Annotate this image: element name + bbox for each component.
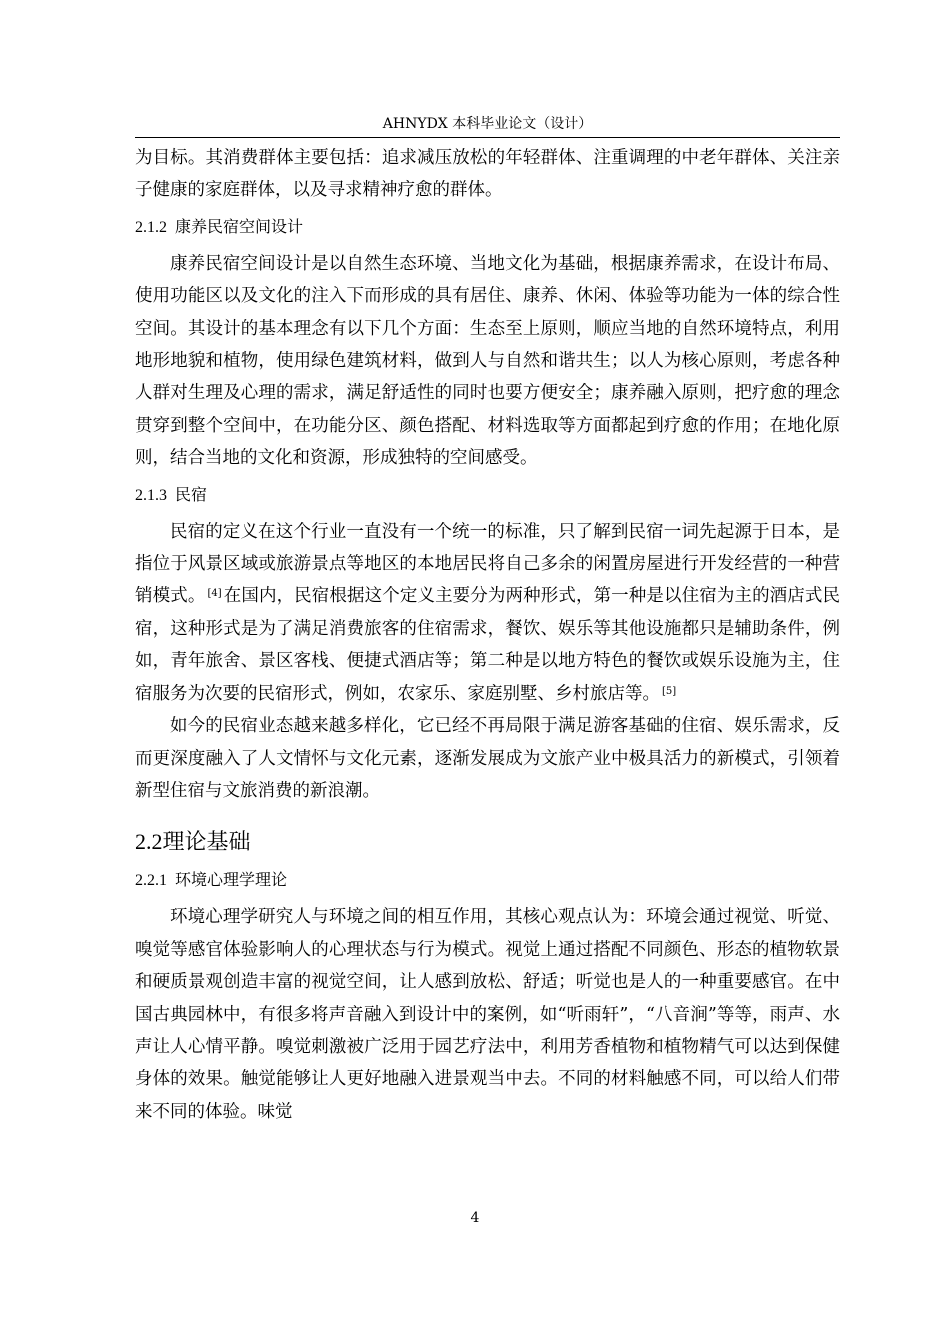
section-heading-2-1-2: [135, 217, 840, 238]
section-heading-2-2: [135, 827, 840, 858]
paragraph-homestay-definition: [135, 516, 840, 710]
citation-4: [4]: [207, 588, 222, 600]
section-number: 2.1.3: [135, 486, 167, 504]
section-heading-2-1-3: [135, 485, 840, 506]
paragraph-consumer-groups: 为目标。其消费群体主要包括：追求减压放松的年轻群体、注重调理的中老年群体、关注亲子健康的家庭群体，以及寻求精神疗愈的群体。: [135, 148, 840, 201]
section-number: 2.2.1: [135, 872, 167, 890]
page-number: 4: [470, 1210, 480, 1226]
section-title: 康养民宿空间设计: [175, 216, 304, 236]
section-title: 民宿: [175, 484, 208, 504]
page-body: [135, 142, 840, 1128]
text-run: 在国内，民宿根据这个定义主要分为两种形式，第一种是以住宿为主的酒店式民宿，这种形式是为了满足消费旅客的住宿需求，餐饮、娱乐等其他设施都只是辅助条件，例如，青年旅舍、景区客栈、便捷式酒店等；第二种是以地方特色的餐饮或娱乐设施为主，住宿服务为次要的民宿形式，例如，农家乐、家庭别墅、乡村旅店等。: [135, 586, 841, 704]
header-rule: [135, 137, 840, 138]
section-title: 理论基础: [162, 830, 251, 856]
text-run: 民宿的定义在这个行业一直没有一个统一的标准，只了解到民宿一词先起源于日本，是指位于风景区域或旅游景点等地区的本地居民将自己多余的闲置房屋进行开发经营的一种营销模式。: [135, 521, 840, 607]
section-title: 环境心理学理论: [175, 870, 288, 890]
section-heading-2-2-1: [135, 870, 840, 891]
paragraph-space-design: 康养民宿空间设计是以自然生态环境、当地文化为基础，根据康养需求，在设计布局、使用功能区以及文化的注入下而形成的具有居住、康养、休闲、体验等功能为一体的综合性空间。其设计的基本理念有以下几个方面：生态至上原则，顺应当地的自然环境特点，利用地形地貌和植物，使用绿色建筑材料，做到人与自然和谐共生；以人为核心原则，考虑各种人群对生理及心理的需求，满足舒适性的同时也要方便安全；康养融入原则，把疗愈的理念贯穿到整个空间中，在功能分区、颜色搭配、材料选取等方面都起到疗愈的作用；在地化原则，结合当地的文化和资源，形成独特的空间感受。: [135, 253, 840, 469]
paragraph-homestay-trend: 如今的民宿业态越来越多样化，它已经不再局限于满足游客基础的住宿、娱乐需求，反而更深度融入了人文情怀与文化元素，逐渐发展成为文旅产业中极具活力的新模式，引领着新型住宿与文旅消费的新浪潮。: [135, 716, 840, 801]
section-number: 2.2: [135, 829, 163, 855]
section-number: 2.1.2: [135, 218, 167, 236]
page-header: AHNYDX 本科毕业论文（设计）: [382, 116, 593, 132]
citation-5: [5]: [662, 685, 677, 697]
paragraph-environmental-psychology: 环境心理学研究人与环境之间的相互作用，其核心观点认为：环境会通过视觉、听觉、嗅觉等感官体验影响人的心理状态与行为模式。视觉上通过搭配不同颜色、形态的植物软景和硬质景观创造丰富的视觉空间，让人感到放松、舒适；听觉也是人的一种重要感官。在中国古典园林中，有很多将声音融入到设计中的案例，如“听雨轩”，“八音涧”等等，雨声、水声让人心情平静。嗅觉刺激被广泛用于园艺疗法中，利用芳香植物和植物精气可以达到保健身体的效果。触觉能够让人更好地融入进景观当中去。不同的材料触感不同，可以给人们带来不同的体验。味觉: [135, 907, 840, 1122]
